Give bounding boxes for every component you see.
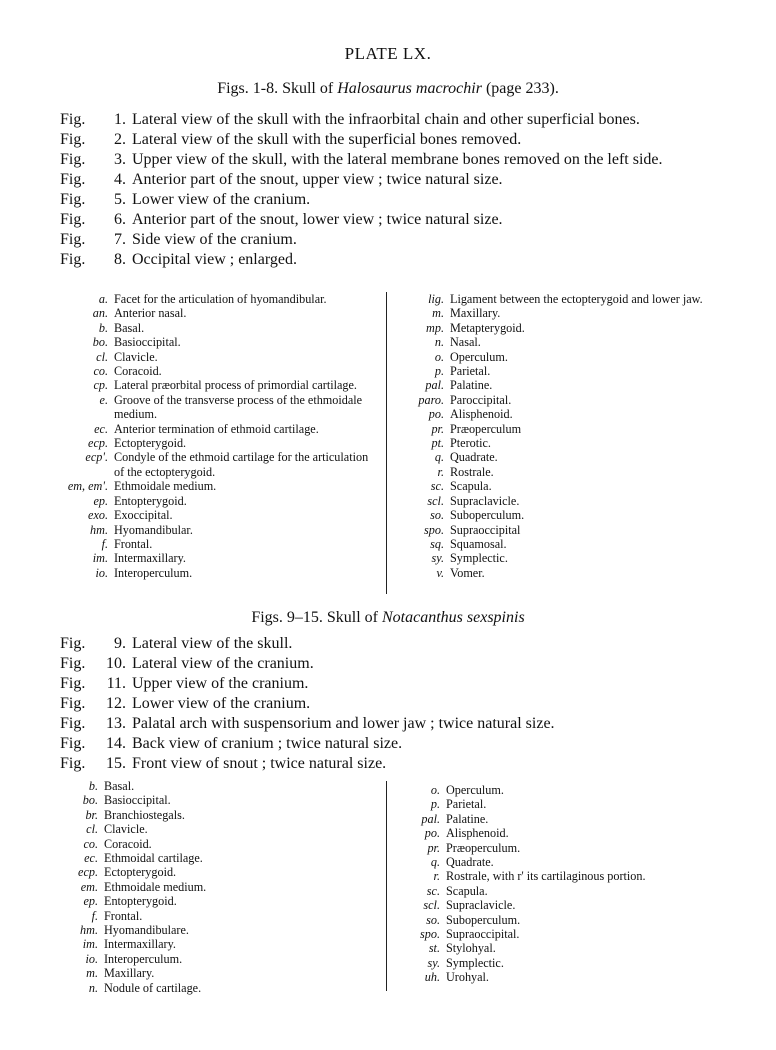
legend-abbreviation: p.: [430, 797, 440, 812]
figure-entry: [60, 674, 740, 694]
legend-entry: [50, 436, 375, 450]
legend-entry: [50, 779, 375, 793]
legend-entry: [50, 508, 375, 522]
legend-right-halosaurus: [400, 292, 725, 580]
figure-list-halosaurus: [60, 110, 740, 270]
legend-entry: [50, 966, 375, 980]
legend-abbreviation: cp.: [93, 378, 108, 393]
figure-entry: [60, 734, 740, 754]
legend-abbreviation: spo.: [420, 927, 440, 942]
legend-description: Urohyal.: [446, 970, 489, 985]
legend-abbreviation: bo.: [82, 793, 98, 808]
legend-description: Nodule of cartilage.: [104, 980, 202, 995]
species-name: Notacanthus sexspinis: [382, 609, 525, 626]
legend-entry: [50, 808, 375, 822]
legend-entry: [400, 350, 725, 364]
legend-entry: [50, 422, 375, 436]
figure-description: Back view of cranium ; twice natural size.: [132, 735, 403, 752]
legend-entry: [50, 793, 375, 807]
legend-entry: [400, 537, 725, 551]
legend-abbreviation: q.: [430, 855, 440, 870]
legend-entry: [400, 407, 725, 421]
legend-entry: [400, 306, 725, 320]
legend-description: Rostrale.: [450, 464, 494, 479]
legend-description: Intermaxillary.: [114, 551, 186, 566]
legend-abbreviation: lig.: [428, 292, 444, 306]
legend-description: Præoperculum: [450, 421, 522, 436]
legend-entry: [50, 851, 375, 865]
section-title-notacanthus: Figs. 9–15. Skull of Notacanthus sexspinis: [251, 609, 525, 626]
legend-entry: [400, 364, 725, 378]
legend-description: Anterior nasal.: [114, 306, 187, 321]
legend-entry: [400, 898, 730, 912]
legend-entry: [400, 422, 725, 436]
legend-description: Metapterygoid.: [450, 320, 525, 335]
legend-abbreviation: uh.: [424, 970, 440, 985]
legend-abbreviation: ecp.: [88, 436, 108, 451]
legend-description: Symplectic.: [450, 551, 508, 566]
legend-entry: [50, 894, 375, 908]
legend-description: Parietal.: [450, 364, 491, 379]
legend-abbreviation: hm.: [90, 522, 108, 537]
legend-description: Coracoid.: [104, 836, 152, 851]
figure-label: Fig.: [60, 675, 86, 692]
figure-number: 13.: [106, 715, 126, 732]
legend-entry: [400, 450, 725, 464]
legend-abbreviation: im.: [82, 937, 98, 952]
legend-description: Alisphenoid.: [450, 407, 513, 422]
legend-abbreviation: pr.: [427, 840, 440, 855]
figure-entry: [60, 694, 740, 714]
legend-entry: [50, 909, 375, 923]
legend-description: Quadrate.: [450, 450, 498, 465]
legend-entry: [400, 335, 725, 349]
legend-description: Ligament between the ectopterygoid and lower jaw.: [450, 292, 703, 306]
figure-label: Fig.: [60, 191, 86, 208]
legend-description: Maxillary.: [104, 966, 155, 981]
figure-description: Side view of the cranium.: [132, 231, 297, 248]
legend-entry: [400, 797, 730, 811]
figure-number: 14.: [106, 735, 126, 752]
legend-abbreviation: n.: [434, 335, 444, 350]
figure-description: Anterior part of the snout, lower view ; twice natural size.: [132, 211, 503, 228]
figure-description: Lateral view of the skull with the superficial bones removed.: [132, 131, 522, 148]
legend-entry: [50, 880, 375, 894]
legend-description: Groove of the transverse process of the ethmoidale medium.: [114, 392, 363, 422]
legend-entry: [50, 952, 375, 966]
legend-description: Hyomandibular.: [114, 522, 193, 537]
legend-abbreviation: sq.: [430, 536, 444, 551]
legend-description: Exoccipital.: [114, 508, 173, 523]
figure-entry: [60, 654, 740, 674]
legend-description: Alisphenoid.: [446, 826, 509, 841]
legend-abbreviation: f.: [91, 908, 98, 923]
legend-abbreviation: sy.: [431, 551, 444, 566]
legend-entry: [50, 537, 375, 551]
legend-entry: [50, 837, 375, 851]
legend-description: Basioccipital.: [104, 793, 171, 808]
section-title-halosaurus: Figs. 1-8. Skull of Halosaurus macrochir (page 233).: [217, 80, 559, 97]
legend-description: Supraoccipital: [450, 522, 521, 537]
legend-description: Condyle of the ethmoid cartilage for the articulation of the ectopterygoid.: [114, 450, 369, 479]
legend-entry: [50, 865, 375, 879]
figure-label: Fig.: [60, 151, 86, 168]
legend-description: Maxillary.: [450, 306, 501, 321]
legend-abbreviation: co.: [83, 836, 98, 851]
legend-left-notacanthus: [50, 779, 375, 995]
figure-description: Lateral view of the skull.: [132, 635, 293, 652]
legend-entry: [400, 436, 725, 450]
legend-description: Entopterygoid.: [114, 493, 187, 508]
legend-description: Frontal.: [104, 908, 143, 923]
legend-entry: [50, 364, 375, 378]
figure-description: Anterior part of the snout, upper view ; twice natural size.: [132, 171, 503, 188]
legend-entry: [400, 884, 730, 898]
legend-abbreviation: scl.: [427, 493, 444, 508]
legend-entry: [400, 855, 730, 869]
legend-abbreviation: pt.: [431, 436, 444, 451]
legend-abbreviation: ep.: [93, 493, 108, 508]
legend-description: Supraclavicle.: [450, 493, 520, 508]
legend-description: Lateral præorbital process of primordial cartilage.: [114, 378, 357, 393]
figure-label: Fig.: [60, 735, 86, 752]
figure-label: Fig.: [60, 635, 86, 652]
legend-description: Basioccipital.: [114, 335, 181, 350]
figure-description: Lower view of the cranium.: [132, 191, 311, 208]
legend-abbreviation: paro.: [418, 392, 444, 407]
legend-entry: [50, 306, 375, 320]
legend-entry: [400, 783, 730, 797]
figure-entry: [60, 250, 740, 270]
figure-number: 7.: [114, 231, 126, 248]
legend-abbreviation: mp.: [426, 320, 444, 335]
figure-entry: [60, 714, 740, 734]
legend-description: Supraclavicle.: [446, 898, 516, 913]
legend-abbreviation: q.: [434, 450, 444, 465]
legend-abbreviation: pr.: [431, 421, 444, 436]
legend-abbreviation: pal.: [421, 811, 440, 826]
legend-description: Facet for the articulation of hyomandibular.: [114, 292, 327, 306]
legend-description: Paroccipital.: [450, 392, 512, 407]
legend-entry: [50, 479, 375, 493]
legend-abbreviation: br.: [85, 807, 98, 822]
legend-entry: [400, 465, 725, 479]
legend-entry: [50, 937, 375, 951]
legend-abbreviation: hm.: [80, 923, 98, 938]
figure-entry: [60, 210, 740, 230]
figure-entry: [60, 634, 740, 654]
legend-description: Rostrale, with r' its cartilaginous portion.: [446, 869, 646, 884]
legend-description: Basal.: [114, 320, 145, 335]
legend-abbreviation: io.: [95, 565, 108, 580]
figure-label: Fig.: [60, 111, 86, 128]
legend-description: Squamosal.: [450, 536, 507, 551]
legend-entry: [400, 508, 725, 522]
legend-entry: [50, 292, 375, 306]
legend-description: Operculum.: [446, 783, 504, 797]
legend-abbreviation: exo.: [88, 508, 108, 523]
legend-abbreviation: ec.: [94, 421, 108, 436]
legend-entry: [50, 378, 375, 392]
column-divider: [386, 292, 387, 594]
legend-description: Basal.: [104, 779, 135, 793]
figure-number: 6.: [114, 211, 126, 228]
legend-abbreviation: ecp.: [78, 865, 98, 880]
legend-abbreviation: spo.: [424, 522, 444, 537]
legend-abbreviation: pal.: [425, 378, 444, 393]
legend-description: Quadrate.: [446, 855, 494, 870]
legend-abbreviation: e.: [99, 392, 108, 407]
figure-number: 10.: [106, 655, 126, 672]
figure-description: Lateral view of the skull with the infraorbital chain and other superficial bones.: [132, 111, 640, 128]
legend-abbreviation: cl.: [86, 822, 98, 837]
legend-abbreviation: bo.: [92, 335, 108, 350]
figure-entry: [60, 230, 740, 250]
legend-description: Ectopterygoid.: [104, 865, 177, 880]
legend-entry: [400, 551, 725, 565]
legend-abbreviation: cl.: [96, 349, 108, 364]
figure-list-notacanthus: [60, 634, 740, 774]
legend-description: Interoperculum.: [114, 565, 193, 580]
legend-abbreviation: an.: [92, 306, 108, 321]
figure-number: 1.: [114, 111, 126, 128]
legend-entry: [50, 566, 375, 580]
legend-abbreviation: so.: [430, 508, 444, 523]
legend-entry: [400, 869, 730, 883]
legend-abbreviation: scl.: [423, 898, 440, 913]
legend-abbreviation: o.: [434, 349, 444, 364]
figure-number: 5.: [114, 191, 126, 208]
species-name: Halosaurus macrochir: [337, 80, 482, 97]
figure-entry: [60, 754, 740, 774]
figure-number: 4.: [114, 171, 126, 188]
legend-description: Clavicle.: [104, 822, 148, 837]
legend-abbreviation: io.: [85, 951, 98, 966]
legend-description: Nasal.: [450, 335, 481, 350]
legend-description: Scapula.: [450, 479, 492, 494]
legend-description: Intermaxillary.: [104, 937, 176, 952]
legend-entry: [50, 321, 375, 335]
legend-abbreviation: p.: [434, 364, 444, 379]
legend-left-halosaurus: [50, 292, 375, 580]
legend-entry: [400, 826, 730, 840]
legend-description: Ethmoidale medium.: [104, 879, 207, 894]
legend-description: Præoperculum.: [446, 840, 521, 855]
figure-label: Fig.: [60, 171, 86, 188]
legend-description: Ectopterygoid.: [114, 436, 187, 451]
legend-entry: [50, 822, 375, 836]
legend-abbreviation: a.: [98, 292, 108, 306]
figure-description: Front view of snout ; twice natural size.: [132, 755, 387, 772]
legend-description: Pterotic.: [450, 436, 491, 451]
legend-entry: [400, 566, 725, 580]
legend-abbreviation: f.: [101, 536, 108, 551]
legend-abbreviation: v.: [436, 565, 444, 580]
legend-abbreviation: sc.: [426, 883, 440, 898]
legend-description: Stylohyal.: [446, 941, 496, 956]
legend-description: Branchiostegals.: [104, 807, 185, 822]
legend-entry: [50, 450, 375, 479]
figure-label: Fig.: [60, 251, 86, 268]
legend-abbreviation: po.: [424, 826, 440, 841]
legend-description: Hyomandibulare.: [104, 923, 189, 938]
legend-entry: [400, 523, 725, 537]
figure-label: Fig.: [60, 231, 86, 248]
figure-number: 3.: [114, 151, 126, 168]
legend-entry: [50, 494, 375, 508]
legend-entry: [400, 941, 730, 955]
figure-description: Upper view of the skull, with the lateral membrane bones removed on the left side.: [132, 151, 663, 168]
legend-entry: [400, 479, 725, 493]
legend-abbreviation: im.: [92, 551, 108, 566]
legend-abbreviation: so.: [426, 912, 440, 927]
legend-description: Vomer.: [450, 565, 485, 580]
legend-entry: [50, 393, 375, 422]
legend-abbreviation: b.: [88, 779, 98, 793]
legend-description: Interoperculum.: [104, 951, 183, 966]
legend-entry: [400, 393, 725, 407]
legend-right-notacanthus: [400, 783, 730, 985]
legend-abbreviation: r.: [437, 464, 444, 479]
legend-abbreviation: sy.: [427, 955, 440, 970]
legend-entry: [400, 321, 725, 335]
figure-number: 15.: [106, 755, 126, 772]
legend-abbreviation: po.: [428, 407, 444, 422]
legend-description: Coracoid.: [114, 364, 162, 379]
legend-entry: [50, 923, 375, 937]
figure-label: Fig.: [60, 211, 86, 228]
figure-description: Occipital view ; enlarged.: [132, 251, 297, 268]
legend-entry: [400, 913, 730, 927]
legend-abbreviation: ep.: [83, 894, 98, 909]
figure-entry: [60, 170, 740, 190]
legend-description: Palatine.: [450, 378, 493, 393]
legend-abbreviation: em.: [80, 879, 98, 894]
legend-description: Ethmoidal cartilage.: [104, 851, 203, 866]
figure-number: 9.: [114, 635, 126, 652]
legend-abbreviation: n.: [88, 980, 98, 995]
figure-entry: [60, 150, 740, 170]
legend-entry: [400, 841, 730, 855]
legend-abbreviation: r.: [433, 869, 440, 884]
legend-abbreviation: b.: [98, 320, 108, 335]
figure-number: 11.: [106, 675, 126, 692]
legend-entry: [50, 523, 375, 537]
figure-number: 8.: [114, 251, 126, 268]
figure-label: Fig.: [60, 131, 86, 148]
legend-description: Suboperculum.: [450, 508, 525, 523]
legend-description: Scapula.: [446, 883, 488, 898]
figure-entry: [60, 130, 740, 150]
column-divider: [386, 781, 387, 991]
legend-description: Frontal.: [114, 536, 153, 551]
legend-description: Palatine.: [446, 811, 489, 826]
figure-number: 2.: [114, 131, 126, 148]
legend-description: Clavicle.: [114, 349, 158, 364]
legend-description: Anterior termination of ethmoid cartilage.: [114, 421, 319, 436]
figure-label: Fig.: [60, 715, 86, 732]
figure-label: Fig.: [60, 755, 86, 772]
legend-entry: [50, 551, 375, 565]
legend-description: Ethmoidale medium.: [114, 479, 217, 494]
legend-entry: [50, 981, 375, 995]
figure-description: Lateral view of the cranium.: [132, 655, 314, 672]
legend-description: Supraoccipital.: [446, 927, 520, 942]
legend-entry: [400, 956, 730, 970]
legend-abbreviation: m.: [432, 306, 444, 321]
figure-entry: [60, 110, 740, 130]
legend-description: Symplectic.: [446, 955, 504, 970]
plate-title: PLATE LX.: [344, 44, 432, 63]
figure-label: Fig.: [60, 695, 86, 712]
figure-description: Palatal arch with suspensorium and lower jaw ; twice natural size.: [132, 715, 555, 732]
figure-label: Fig.: [60, 655, 86, 672]
figure-description: Lower view of the cranium.: [132, 695, 311, 712]
legend-entry: [400, 970, 730, 984]
legend-entry: [400, 812, 730, 826]
legend-description: Parietal.: [446, 797, 487, 812]
legend-description: Suboperculum.: [446, 912, 521, 927]
legend-description: Entopterygoid.: [104, 894, 177, 909]
legend-abbreviation: st.: [428, 941, 440, 956]
legend-abbreviation: sc.: [430, 479, 444, 494]
legend-entry: [400, 927, 730, 941]
legend-abbreviation: em, em'.: [67, 479, 108, 494]
legend-description: Operculum.: [450, 349, 508, 364]
legend-abbreviation: ecp'.: [85, 450, 108, 465]
legend-abbreviation: ec.: [84, 851, 98, 866]
figure-number: 12.: [106, 695, 126, 712]
legend-abbreviation: m.: [86, 966, 98, 981]
figure-description: Upper view of the cranium.: [132, 675, 309, 692]
legend-entry: [50, 350, 375, 364]
legend-abbreviation: o.: [430, 783, 440, 797]
legend-entry: [400, 292, 725, 306]
legend-entry: [400, 494, 725, 508]
legend-entry: [50, 335, 375, 349]
legend-entry: [400, 378, 725, 392]
legend-abbreviation: co.: [93, 364, 108, 379]
figure-entry: [60, 190, 740, 210]
